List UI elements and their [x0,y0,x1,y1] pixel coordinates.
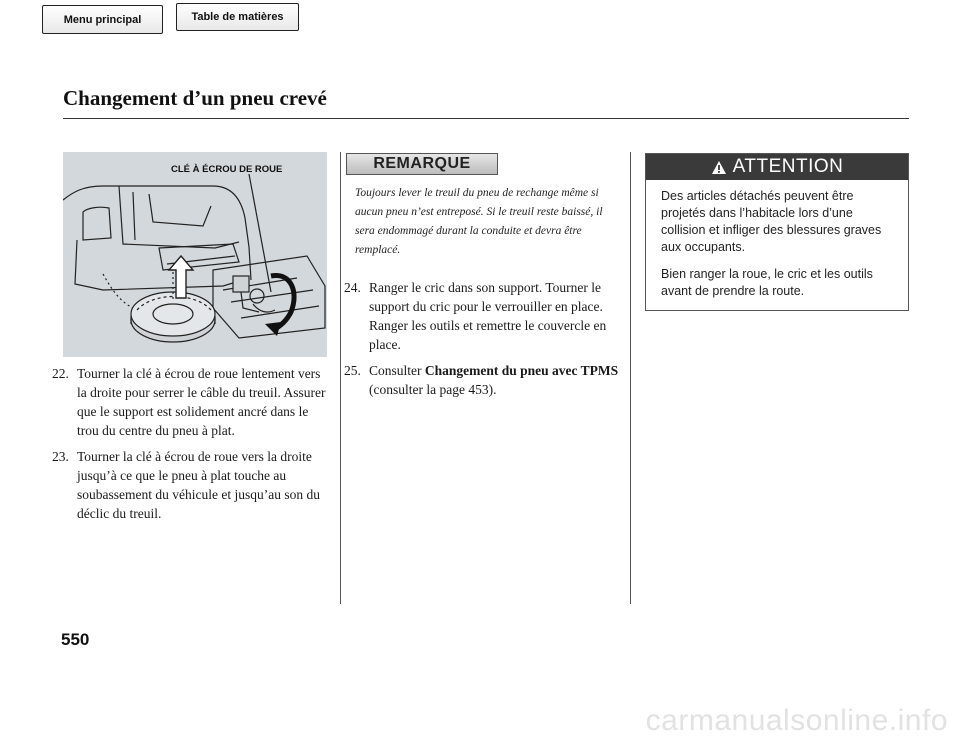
warning-triangle-icon [711,160,727,175]
tpms-link[interactable]: Changement du pneu avec TPMS [424,363,619,378]
attention-paragraph: Des articles détachés peuvent être projetés dans l’habitacle lors d’une collision et infliger des blessures graves aux occupants. [661,189,882,254]
step-number: 25. [344,363,361,378]
vehicle-rear-drawing [63,152,327,357]
spare-tire-illustration [63,152,327,357]
step-text-prefix: Consulter [369,363,425,378]
figure-label: CLÉ À ÉCROU DE ROUE [171,164,283,175]
step-22 [52,364,332,440]
attention-heading: ATTENTION [732,156,844,177]
column-divider-left [340,152,341,604]
step-text: Ranger le cric dans son support. Tourner le support du cric pour le verrouiller en place. Ranger les outils et remettre le couvercle en place. [369,280,607,352]
step-text: Tourner la clé à écrou de roue lentement vers la droite pour serrer le câble du treuil. Assurer que le support est solidement ancré dans le trou du centre du pneu à plat. [77,366,326,438]
attention-warning-box [645,153,909,311]
page-number: 550 [61,630,90,649]
step-number: 24. [344,280,361,295]
step-number: 23. [52,449,69,464]
menu-principal-button[interactable]: Menu principal [42,5,163,34]
step-text: Tourner la clé à écrou de roue vers la droite jusqu’à ce que le pneu à plat touche au soubassement du véhicule et jusqu’au son du déclic du treuil. [77,449,320,521]
step-23 [52,447,332,523]
instruction-steps-middle [344,278,634,406]
step-number: 22. [52,366,69,381]
attention-paragraph: Bien ranger la roue, le cric et les outils avant de prendre la route. [661,267,873,298]
page-title: Changement d’un pneu crevé [63,86,327,110]
instruction-steps-left [52,364,332,530]
step-24 [344,278,634,354]
attention-body [646,180,908,300]
step-text-suffix: (consulter la page 453). [369,382,497,397]
attention-heading-bar [646,154,908,180]
title-divider [63,118,909,119]
table-des-matieres-button[interactable]: Table de matières [176,3,299,31]
remarque-heading: REMARQUE [346,153,498,175]
remarque-text: Toujours lever le treuil du pneu de rechange même si aucun pneu n’est entreposé. Si le treuil reste baissé, il sera endommagé durant la conduite et devra être remplacé. [355,187,603,256]
step-25 [344,361,634,399]
watermark: carmanualsonline.info [645,704,948,737]
